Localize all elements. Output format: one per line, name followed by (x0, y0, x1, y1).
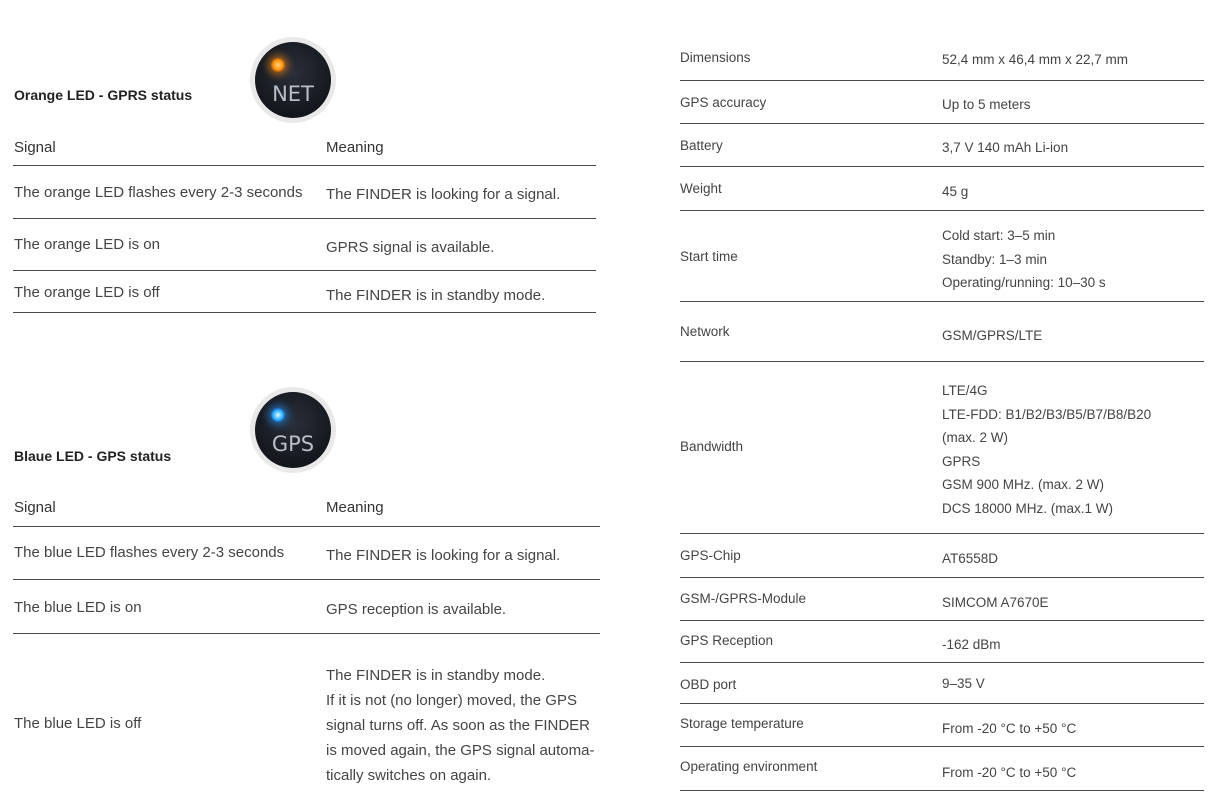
blue-led-title: Blaue LED - GPS status (14, 448, 172, 464)
spec-value-line: Standby: 1–3 min (942, 251, 1048, 267)
table-row (13, 527, 600, 580)
spec-value: 3,7 V 140 mAh Li-ion (942, 140, 1069, 155)
meaning-header: Meaning (326, 499, 384, 516)
table-row (13, 166, 596, 219)
spec-value: 9–35 V (942, 676, 985, 691)
table-row (13, 219, 596, 271)
spec-row-obd-port (680, 663, 1204, 704)
table-row (13, 634, 600, 800)
meaning-multiline-cell (326, 663, 594, 788)
meaning-cell: The FINDER is in standby mode. (326, 287, 546, 304)
spec-row-gps-reception (680, 621, 1204, 663)
spec-value-line: Cold start: 3–5 min (942, 228, 1056, 243)
spec-value: 45 g (942, 184, 969, 199)
meaning-header: Meaning (326, 139, 384, 156)
spec-value: From -20 °C to +50 °C (942, 765, 1077, 780)
spec-label: GSM-/GPRS-Module (680, 591, 807, 606)
net-badge-label: NET (272, 82, 314, 106)
signal-cell: The orange LED is off (14, 284, 160, 301)
spec-label: Battery (680, 138, 723, 153)
orange-led-table (13, 130, 596, 315)
spec-row-battery (680, 124, 1204, 167)
spec-value: GSM/GPRS/LTE (942, 328, 1043, 343)
spec-value-line: DCS 18000 MHz. (max.1 W) (942, 500, 1114, 516)
spec-row-dimensions (680, 40, 1204, 81)
spec-label: Weight (680, 181, 722, 196)
spec-value-line: GPRS (942, 453, 981, 469)
spec-value: -162 dBm (942, 637, 1001, 652)
signal-cell: The blue LED flashes every 2-3 seconds (14, 544, 285, 561)
spec-value-line: LTE/4G (942, 383, 988, 398)
orange-led-title: Orange LED - GPRS status (14, 87, 193, 103)
spec-label: Bandwidth (680, 439, 744, 454)
signal-header: Signal (14, 499, 56, 516)
spec-label: GPS accuracy (680, 95, 767, 110)
spec-value: 52,4 mm x 46,4 mm x 22,7 mm (942, 52, 1129, 67)
spec-value-line: (max. 2 W) (942, 430, 1008, 445)
signal-cell: The blue LED is on (14, 599, 142, 616)
orange-led-dot-icon (271, 58, 285, 72)
spec-row-storage-temperature (680, 704, 1204, 747)
signal-cell: The orange LED is on (14, 236, 160, 253)
table-row (13, 271, 596, 313)
meaning-line: signal turns off. As soon as the FINDER (326, 717, 591, 734)
meaning-line: is moved again, the GPS signal automa- (326, 742, 595, 759)
blue-led-table (13, 490, 600, 800)
spec-label: GPS Reception (680, 633, 774, 648)
spec-value: Up to 5 meters (942, 97, 1031, 112)
net-led-badge (250, 37, 336, 123)
table-header-row (13, 490, 600, 527)
spec-value-line: GSM 900 MHz. (max. 2 W) (942, 477, 1105, 492)
spec-value-multiline (942, 224, 1106, 295)
gps-badge-label: GPS (271, 432, 315, 456)
spec-label: Storage temperature (680, 716, 804, 731)
blue-led-dot-icon (271, 408, 285, 422)
spec-value-multiline (942, 379, 1151, 520)
spec-row-gps-accuracy (680, 81, 1204, 124)
table-row (13, 580, 600, 634)
spec-value: SIMCOM A7670E (942, 595, 1049, 610)
spec-label: Network (680, 324, 730, 339)
spec-label: Start time (680, 249, 738, 264)
gps-led-badge (250, 387, 336, 473)
signal-cell: The blue LED is off (14, 715, 142, 732)
spec-row-gps-chip (680, 534, 1204, 578)
meaning-cell: GPRS signal is available. (326, 239, 495, 256)
meaning-line: The FINDER is in standby mode. (326, 667, 546, 684)
meaning-cell: GPS reception is available. (326, 601, 507, 618)
spec-label: OBD port (680, 677, 737, 692)
meaning-cell: The FINDER is looking for a signal. (326, 547, 561, 564)
signal-header: Signal (14, 139, 56, 156)
spec-row-gsm-module (680, 578, 1204, 621)
signal-cell: The orange LED flashes every 2-3 seconds (14, 184, 303, 201)
spec-value: AT6558D (942, 551, 999, 566)
spec-row-bandwidth (680, 362, 1204, 534)
spec-label: GPS-Chip (680, 548, 741, 563)
table-header-row (13, 130, 596, 166)
spec-value-line: Operating/running: 10–30 s (942, 275, 1106, 290)
spec-row-weight (680, 167, 1204, 211)
spec-row-network (680, 302, 1204, 362)
meaning-line: tically switches on again. (326, 767, 492, 784)
meaning-cell: The FINDER is looking for a signal. (326, 186, 561, 203)
spec-value: From -20 °C to +50 °C (942, 721, 1077, 736)
meaning-line: If it is not (no longer) moved, the GPS (326, 692, 577, 709)
spec-row-start-time (680, 211, 1204, 302)
spec-label: Operating environment (680, 759, 818, 774)
spec-label: Dimensions (680, 50, 751, 65)
spec-row-operating-environment (680, 747, 1204, 791)
spec-value-line: LTE-FDD: B1/B2/B3/B5/B7/B8/B20 (942, 406, 1152, 422)
